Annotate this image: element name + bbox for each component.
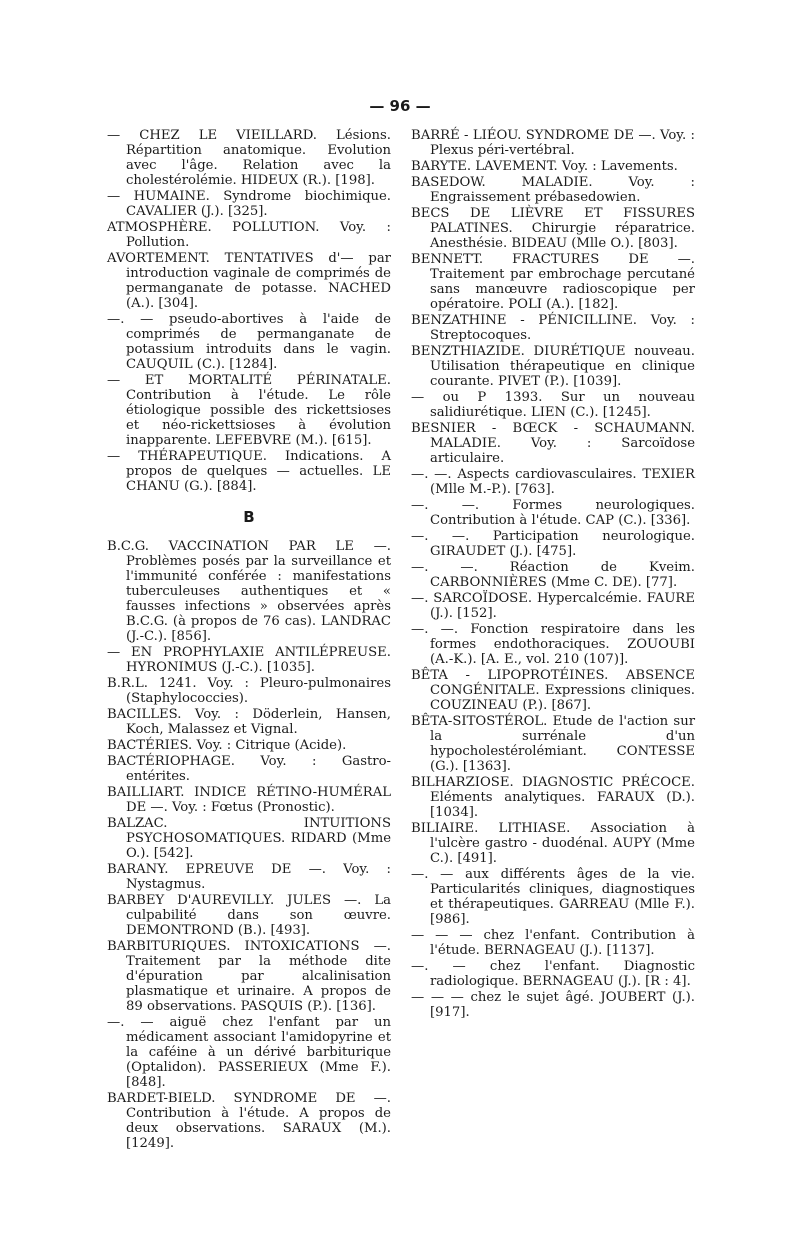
index-entry: ATMOSPHÈRE. POLLUTION. Voy. : Pollution.: [107, 220, 391, 250]
index-entry: BAILLIART. INDICE RÉTINO-HUMÉRAL DE —. Voy. : Fœtus (Pronostic).: [107, 785, 391, 815]
index-entry: — ET MORTALITÉ PÉRINATALE. Contribution à l'étude. Le rôle étiologique possible des rickettsioses et néo-rickettsioses à évolution inapparente. LEFEBVRE (M.). [615].: [107, 373, 391, 448]
index-entry: BENZATHINE - PÉNICILLINE. Voy. : Streptocoques.: [411, 313, 695, 343]
index-entry: — ou P 1393. Sur un nouveau salidiurétique. LIEN (C.). [1245].: [411, 390, 695, 420]
index-entry: —. —. Fonction respiratoire dans les formes endothoraciques. ZOUOUBI (A.-K.). [A. E., vol. 210 (107)].: [411, 622, 695, 667]
index-entry: BARANY. EPREUVE DE —. Voy. : Nystagmus.: [107, 862, 391, 892]
index-entry: —. —. Formes neurologiques. Contribution à l'étude. CAP (C.). [336].: [411, 498, 695, 528]
index-entry: — THÉRAPEUTIQUE. Indications. A propos de quelques — actuelles. LE CHANU (G.). [884].: [107, 449, 391, 494]
index-entry: AVORTEMENT. TENTATIVES d'— par introduction vaginale de comprimés de permanganate de potasse. NACHED (A.). [304].: [107, 251, 391, 311]
index-entry: BACILLES. Voy. : Döderlein, Hansen, Koch, Malassez et Vignal.: [107, 707, 391, 737]
index-entry: —. —. Aspects cardiovasculaires. TEXIER (Mlle M.-P.). [763].: [411, 467, 695, 497]
letter-heading: B: [243, 508, 255, 526]
index-entry: —. — aiguë chez l'enfant par un médicament associant l'amidopyrine et la caféine à un dérivé barbiturique (Optalidon). PASSERIEUX (Mme F.). [848].: [107, 1015, 391, 1090]
index-entry: BARBITURIQUES. INTOXICATIONS —. Traitement par la méthode dite d'épuration par alcalinisation plasmatique et urinaire. A propos de 89 observations. PASQUIS (P.). [136].: [107, 939, 391, 1014]
index-entry: — CHEZ LE VIEILLARD. Lésions. Répartition anatomique. Evolution avec l'âge. Relation avec la cholestérolémie. HIDEUX (R.). [198].: [107, 128, 391, 188]
index-entry: BASEDOW. MALADIE. Voy. : Engraissement prébasedowien.: [411, 175, 695, 205]
index-entry: BILHARZIOSE. DIAGNOSTIC PRÉCOCE. Eléments analytiques. FARAUX (D.). [1034].: [411, 775, 695, 820]
index-entry: BILIAIRE. LITHIASE. Association à l'ulcère gastro - duodénal. AUPY (Mme C.). [491].: [411, 821, 695, 866]
index-entry: BARDET-BIELD. SYNDROME DE —. Contribution à l'étude. A propos de deux observations. SARAUX (M.). [1249].: [107, 1091, 391, 1151]
index-entry: —. —. Réaction de Kveim. CARBONNIÈRES (Mme C. DE). [77].: [411, 560, 695, 590]
index-entry: BÊTA-SITOSTÉROL. Etude de l'action sur la surrénale d'un hypocholestérolémiant. CONTESSE (G.). [1363].: [411, 714, 695, 774]
index-entry: —. — aux différents âges de la vie. Particularités cliniques, diagnostiques et thérapeutiques. GARREAU (Mlle F.). [986].: [411, 867, 695, 927]
index-entry: BECS DE LIÈVRE ET FISSURES PALATINES. Chirurgie réparatrice. Anesthésie. BIDEAU (Mlle O.). [803].: [411, 206, 695, 251]
page-number: — 96 —: [369, 97, 431, 115]
index-entry: BÊTA - LIPOPROTÉINES. ABSENCE CONGÉNITALE. Expressions cliniques. COUZINEAU (P.). [867].: [411, 668, 695, 713]
index-entry: BESNIER - BŒCK - SCHAUMANN. MALADIE. Voy. : Sarcoïdose articulaire.: [411, 421, 695, 466]
index-entry: — HUMAINE. Syndrome biochimique. CAVALIER (J.). [325].: [107, 189, 391, 219]
index-entry: BARRÉ - LIÉOU. SYNDROME DE —. Voy. : Plexus péri-vertébral.: [411, 128, 695, 158]
index-entry: BACTÉRIES. Voy. : Citrique (Acide).: [107, 738, 347, 753]
index-entry: —. —. Participation neurologique. GIRAUDET (J.). [475].: [411, 529, 695, 559]
right-column: [411, 128, 695, 1021]
index-entry: —. — chez l'enfant. Diagnostic radiologique. BERNAGEAU (J.). [R : 4].: [411, 959, 695, 989]
index-entry: — EN PROPHYLAXIE ANTILÉPREUSE. HYRONIMUS (J.-C.). [1035].: [107, 645, 391, 675]
index-entry: —. — pseudo-abortives à l'aide de comprimés de permanganate de potassium introduits dans le vagin. CAUQUIL (C.). [1284].: [107, 312, 391, 372]
index-entry: BARBEY D'AUREVILLY. JULES —. La culpabilité dans son œuvre. DEMONTROND (B.). [493].: [107, 893, 391, 938]
index-entry: BARYTE. LAVEMENT. Voy. : Lavements.: [411, 159, 678, 174]
index-entry: BACTÉRIOPHAGE. Voy. : Gastro-entérites.: [107, 754, 391, 784]
index-entry: BALZAC. INTUITIONS PSYCHOSOMATIQUES. RIDARD (Mme O.). [542].: [107, 816, 391, 861]
index-entry: BENNETT. FRACTURES DE —. Traitement par embrochage percutané sans manœuvre radioscopique per opératoire. POLI (A.). [182].: [411, 252, 695, 312]
index-entry: BENZTHIAZIDE. DIURÉTIQUE nouveau. Utilisation thérapeutique en clinique courante. PIVET (P.). [1039].: [411, 344, 695, 389]
index-entry: B.R.L. 1241. Voy. : Pleuro-pulmonaires (Staphylococcies).: [107, 676, 391, 706]
left-column: [107, 128, 391, 1152]
index-entry: — — — chez l'enfant. Contribution à l'étude. BERNAGEAU (J.). [1137].: [411, 928, 695, 958]
index-entry: —. SARCOÏDOSE. Hypercalcémie. FAURE (J.). [152].: [411, 591, 695, 621]
index-entry: — — — chez le sujet âgé. JOUBERT (J.). [917].: [411, 990, 695, 1020]
index-entry: B.C.G. VACCINATION PAR LE —. Problèmes posés par la surveillance et l'immunité conférée : manifestations tuberculeuses authentiques et « fausses infections » observées après B.C.G. (à propos de 76 cas). LANDRAC (J.-C.). [856].: [107, 539, 391, 644]
